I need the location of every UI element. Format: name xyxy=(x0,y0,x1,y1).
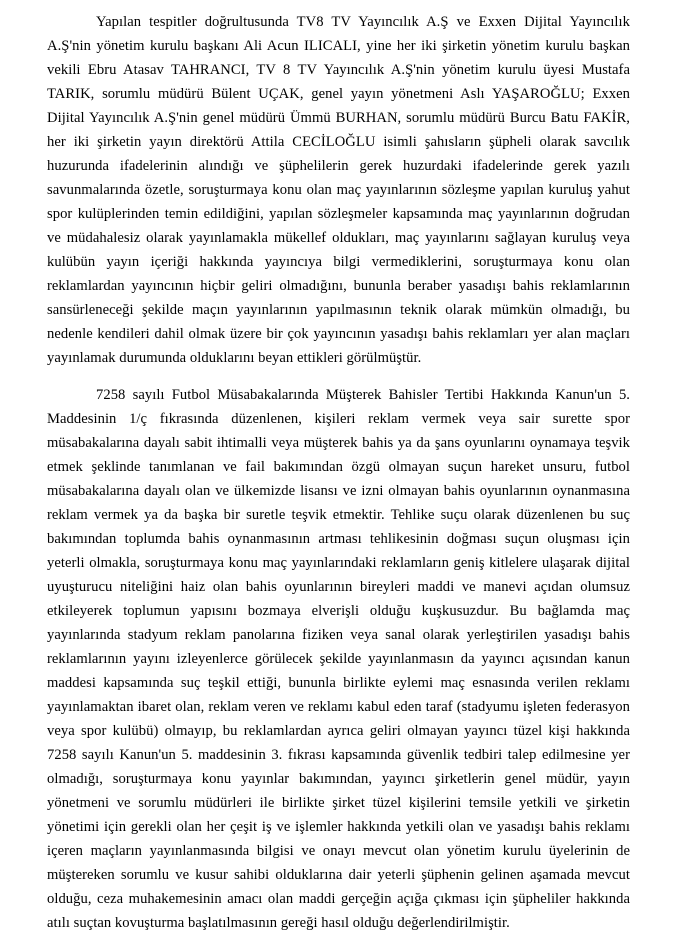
paragraph-2: 7258 sayılı Futbol Müsabakalarında Müşterek Bahisler Tertibi Hakkında Kanun'un 5. Maddesinin 1/ç fıkrasında düzenlenen, kişileri reklam vermek veya sair surette spor müsabakalarına dayalı sabit ihtimalli veya müşterek bahis ya da şans oyunlarını oynamaya teşvik etmek şeklinde tanımlanan ve fail bakımından özgü olmayan suçun hareket unsuru, futbol müsabakalarına dayalı olan ve ülkemizde lisansı ve izni olmayan bahis oyunlarının oynanmasına reklam vermek ya da başka bir suretle teşvik etmektir. Tehlike suçu olarak düzenlenen bu suç bakımından toplumda bahis oynanmasının artması tehlikesinin doğması suçun oluşması için yeterli olmakla, soruşturmaya konu maç yayınlarındaki reklamların geniş kitlelere ulaşarak dijital uyuşturucu niteliğini haiz olan bahis oyunlarının bireyleri maddi ve manevi açıdan olumsuz etkileyerek toplumun yapısını bozmaya elverişli olduğu kuşkusuzdur. Bu bağlamda maç yayınlarında stadyum reklam panolarına fiziken veya sanal olarak yerleştirilen yasadışı bahis reklamlarının yayını izleyenlerce görülecek şekilde yayınlanmasın da yayıncı açısından kanun maddesi kapsamında suç teşkil ettiği, bununla birlikte eylemi maç esnasında verilen reklamı yayınlamaktan ibaret olan, reklam veren ve reklamı kabul eden taraf (stadyumu işleten federasyon veya spor kulübü) olmayıp, bu reklamlardan ayrıca geliri olmayan yayıncı tüzel kişi hakkında 7258 sayılı Kanun'un 5. maddesinin 3. fıkrası kapsamında güvenlik tedbiri talep edilmesine yer olmadığı, soruşturmaya konu yayınlar bakımından, yayıncı şirketlerin genel müdür, yayın yönetmeni ve sorumlu müdürleri ile birlikte şirket tüzel kişilerini temsile yetkili ve şirketin yönetimi için gerekli olan her çeşit iş ve işlemler hakkında yetkili olan ve yasadışı bahis reklamı içeren maçların yayınlanmasında bilgisi ve onayı mevcut olan yönetim kurulu üyelerinin de müştereken sorumlu ve kusur sahibi olduklarına dair yeterli şüphenin gelinen aşamada mevcut olduğu, ceza muhakemesinin amacı olan maddi gerçeğin açığa çıkması için şüpheliler hakkında atılı suçtan kovuşturma başlatılmasının gereği hasıl olduğu değerlendirilmiştir. xyxy=(47,387,630,931)
paragraph-1: Yapılan tespitler doğrultusunda TV8 TV Yayıncılık A.Ş ve Exxen Dijital Yayıncılık A.Ş'nin yönetim kurulu başkanı Ali Acun ILICALI, yine her iki şirketin yönetim kurulu başkan vekili Ebru Atasav TAHRANCI, TV 8 TV Yayıncılık A.Ş'nin yönetim kurulu üyesi Mustafa TARIK, sorumlu müdürü Bülent UÇAK, genel yayın yönetmeni Aslı YAŞAROĞLU; Exxen Dijital Yayıncılık A.Ş'nin genel müdürü Ümmü BURHAN, sorumlu müdürü Burcu Batu FAKİR, her iki şirketin yayın direktörü Attila CECİLOĞLU isimli şahısların şüpheli olarak savcılık huzurunda ifadelerinin alındığı ve şüphelilerin gerek huzurdaki ifadelerinde gerek yazılı savunmalarında özetle, soruşturmaya konu olan maç yayınlarının sözleşme yapılan kuruluş yahut spor kulüplerinden temin edildiğini, yapılan sözleşmeler kapsamında maç yayınlarının doğrudan ve müdahalesiz olarak yayınlamakla mükellef oldukları, maç yayınlarını sağlayan kuruluş veya kulübün yayın içeriği hakkında yayıncıya bilgi vermediklerini, soruşturmaya konu olan reklamlardan yayıncının hiçbir geliri olmadığını, bununla beraber yasadışı bahis reklamlarının sansürleneceği şekilde maçın yayınlarının yapılmasının teknik olarak mümkün olmadığı, bu nedenle kendileri dahil olmak üzere bir çok yayıncının yasadışı bahis reklamları yer alan maçları yayınlamak durumunda olduklarını beyan ettikleri görülmüştür. xyxy=(47,14,630,366)
